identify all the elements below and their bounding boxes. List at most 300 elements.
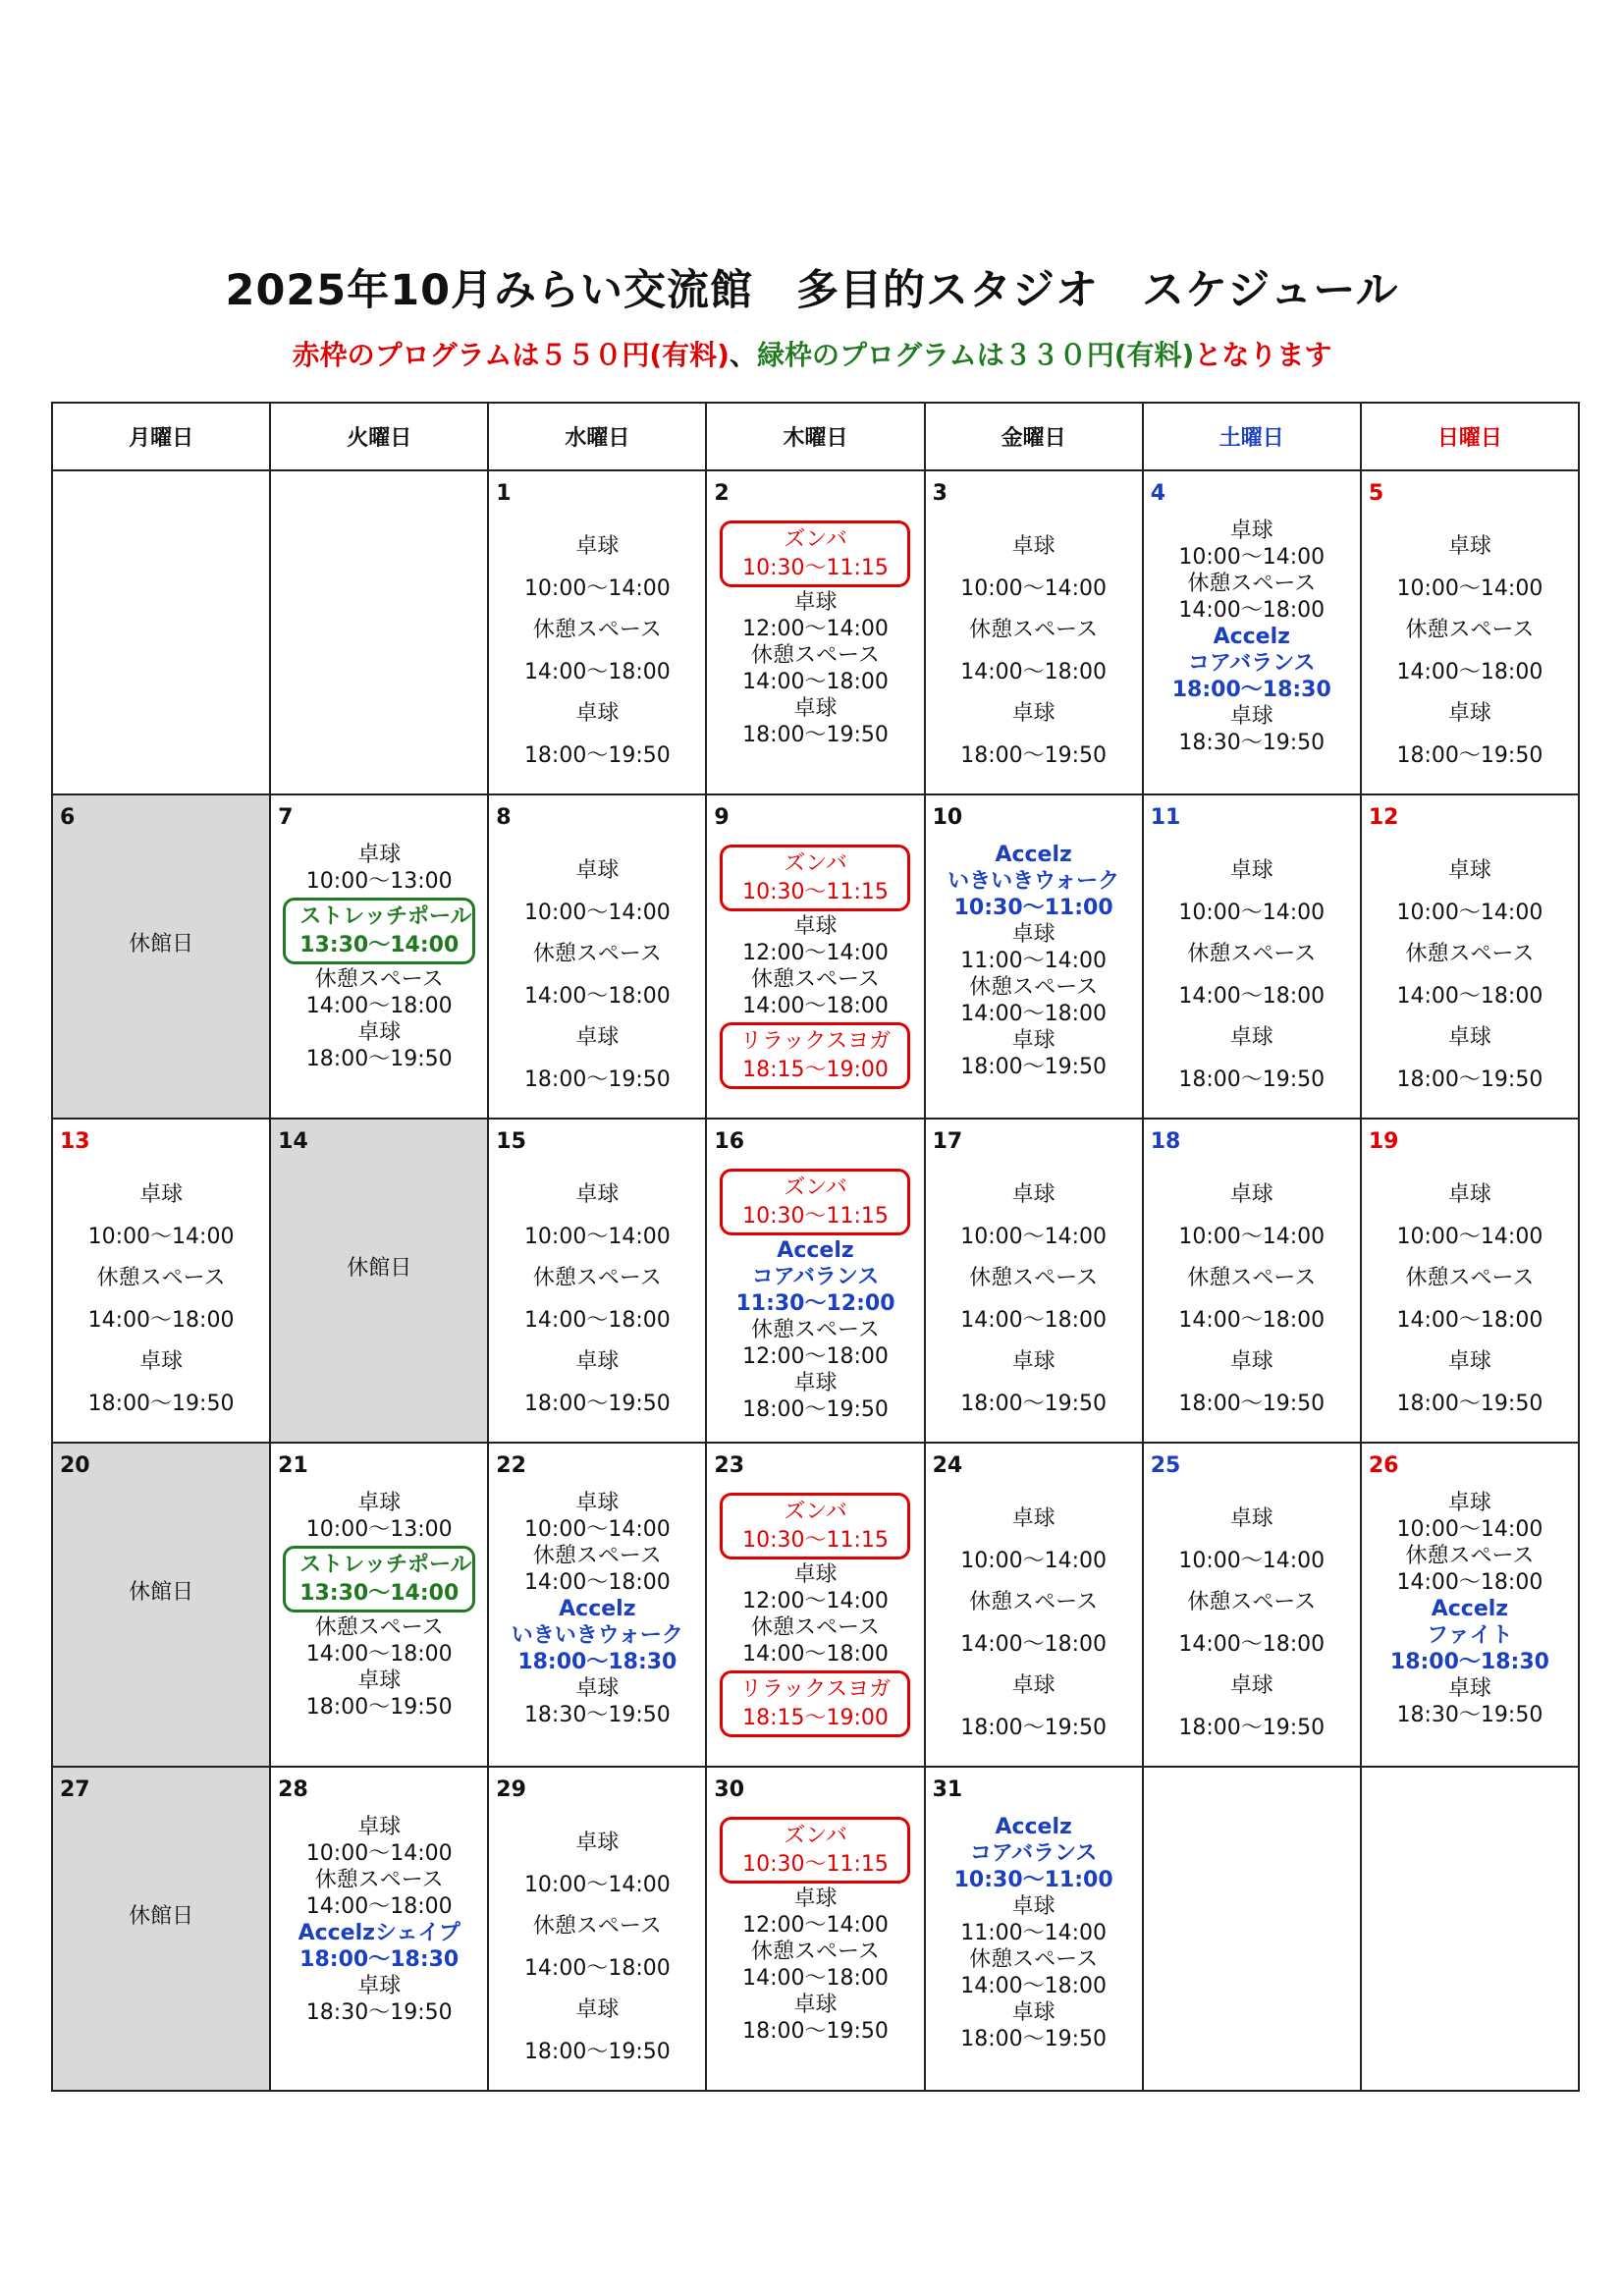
schedule-activity: 卓球 xyxy=(1447,1182,1491,1208)
day-number: 13 xyxy=(60,1129,90,1154)
schedule-activity: 卓球 xyxy=(1011,1673,1056,1699)
schedule-activity: 休憩スペース xyxy=(1405,942,1535,967)
schedule-activity: Accelz xyxy=(995,843,1072,867)
day-number: 15 xyxy=(496,1129,526,1154)
day-number: 31 xyxy=(932,1777,963,1802)
schedule-activity: 卓球 xyxy=(1447,701,1491,727)
day-cell-15 xyxy=(488,1119,706,1443)
day-number: 20 xyxy=(60,1453,90,1478)
schedule-activity: 卓球 xyxy=(793,914,838,939)
schedule-activity: 卓球 xyxy=(1011,1894,1056,1919)
schedule-time: 18:00～18:30 xyxy=(517,1650,677,1674)
schedule-activity: 卓球 xyxy=(793,1562,838,1587)
schedule-time: 14:00～18:00 xyxy=(1178,1307,1326,1333)
calendar-week-row xyxy=(52,1767,1579,2091)
schedule-activity: 休憩スペース xyxy=(1187,1266,1317,1291)
day-number: 16 xyxy=(714,1129,745,1154)
schedule-activity: 卓球 xyxy=(575,1831,620,1856)
calendar-week-row xyxy=(52,470,1579,794)
schedule-activity: 休憩スペース xyxy=(969,975,1099,1000)
schedule-activity: 休憩スペース xyxy=(314,967,444,992)
schedule-activity: 卓球 xyxy=(1011,1028,1056,1053)
schedule-time: 14:00～18:00 xyxy=(960,1002,1108,1026)
schedule-time: 10:30～11:00 xyxy=(953,1868,1113,1892)
schedule-time: 10:00～14:00 xyxy=(1396,1517,1543,1542)
schedule-activity: 卓球 xyxy=(793,1886,838,1911)
schedule-activity: 休憩スペース xyxy=(532,1544,662,1568)
closed-day-label: 休館日 xyxy=(129,931,194,957)
program-name: ストレッチポール xyxy=(299,1553,472,1577)
day-cell-17 xyxy=(925,1119,1143,1443)
day-schedule xyxy=(1362,519,1578,784)
day-schedule xyxy=(489,843,705,1108)
schedule-activity: 休憩スペース xyxy=(96,1266,226,1291)
day-cell-9 xyxy=(706,794,924,1119)
schedule-activity: コアバランス xyxy=(751,1265,880,1289)
program-name: リラックスヨガ xyxy=(739,1677,892,1702)
program-time: 10:30～11:15 xyxy=(742,556,889,580)
day-cell-6 xyxy=(52,794,270,1119)
schedule-time: 14:00～18:00 xyxy=(305,994,453,1018)
program-time: 10:30～11:15 xyxy=(742,1852,889,1877)
program-time: 10:30～11:15 xyxy=(742,1204,889,1229)
program-name: ズンバ xyxy=(784,1175,847,1200)
schedule-activity: 休憩スペース xyxy=(532,1266,662,1291)
schedule-activity: Accelz xyxy=(1431,1597,1509,1621)
schedule-activity: 卓球 xyxy=(575,701,620,727)
day-schedule xyxy=(926,1815,1142,2080)
schedule-time: 12:00～14:00 xyxy=(742,617,889,641)
schedule-activity: 休憩スペース xyxy=(751,1615,880,1640)
schedule-activity: 休憩スペース xyxy=(969,1590,1099,1615)
schedule-activity: 卓球 xyxy=(1229,1025,1273,1051)
program-time: 18:15～19:00 xyxy=(742,1058,889,1082)
schedule-activity: 卓球 xyxy=(793,1371,838,1395)
schedule-time: 18:00～19:50 xyxy=(1396,742,1543,768)
schedule-time: 14:00～18:00 xyxy=(523,983,671,1009)
schedule-time: 10:00～14:00 xyxy=(960,1548,1108,1573)
schedule-activity: 休憩スペース xyxy=(969,1266,1099,1291)
pricing-note xyxy=(0,336,1624,375)
schedule-activity: コアバランス xyxy=(969,1841,1098,1866)
day-number: 9 xyxy=(714,805,730,830)
schedule-activity: 卓球 xyxy=(357,1020,402,1045)
schedule-activity: 卓球 xyxy=(1011,534,1056,560)
schedule-time: 11:30～12:00 xyxy=(735,1291,895,1316)
schedule-time: 10:00～14:00 xyxy=(523,575,671,601)
calendar-body xyxy=(52,470,1579,2091)
schedule-activity: 卓球 xyxy=(1229,1506,1273,1532)
schedule-time: 10:00～14:00 xyxy=(960,1224,1108,1249)
schedule-time: 18:00～18:30 xyxy=(1389,1650,1549,1674)
schedule-activity: 休憩スペース xyxy=(751,967,880,992)
day-number: 18 xyxy=(1150,1129,1181,1154)
schedule-activity: 休憩スペース xyxy=(751,1940,880,1964)
schedule-time: 18:00～19:50 xyxy=(305,1047,453,1071)
schedule-activity: 休憩スペース xyxy=(1405,1544,1535,1568)
day-number: 14 xyxy=(278,1129,308,1154)
schedule-time: 18:00～18:30 xyxy=(299,1947,460,1972)
schedule-activity: 卓球 xyxy=(1447,858,1491,884)
schedule-time: 10:00～14:00 xyxy=(1396,900,1543,925)
day-number: 30 xyxy=(714,1777,745,1802)
schedule-activity: 休憩スペース xyxy=(1187,1590,1317,1615)
schedule-time: 10:00～14:00 xyxy=(1396,575,1543,601)
schedule-activity: 休憩スペース xyxy=(1187,572,1317,596)
schedule-activity: 卓球 xyxy=(1011,2000,1056,2025)
weekday-header-thu: 木曜日 xyxy=(706,403,924,470)
green-frame-price-note: 緑枠のプログラムは３３０円(有料) xyxy=(757,339,1195,371)
weekday-header-mon: 月曜日 xyxy=(52,403,270,470)
day-cell-31 xyxy=(925,1767,1143,2091)
schedule-activity: 休憩スペース xyxy=(751,643,880,668)
schedule-activity: ファイト xyxy=(1427,1623,1513,1648)
schedule-time: 11:00～14:00 xyxy=(960,1921,1108,1945)
page-title: 2025年10月みらい交流館 多目的スタジオ スケジュール xyxy=(225,266,1399,315)
schedule-activity: 卓球 xyxy=(575,1025,620,1051)
schedule-time: 14:00～18:00 xyxy=(742,1642,889,1667)
schedule-activity: 卓球 xyxy=(1447,1025,1491,1051)
schedule-activity: 休憩スペース xyxy=(314,1868,444,1892)
day-number: 21 xyxy=(278,1453,308,1478)
calendar-week-row xyxy=(52,1443,1579,1767)
schedule-time: 10:00～14:00 xyxy=(523,1517,671,1542)
program-name: ズンバ xyxy=(784,1500,847,1524)
program-time: 10:30～11:15 xyxy=(742,880,889,904)
schedule-time: 18:00～19:50 xyxy=(523,2039,671,2064)
schedule-time: 14:00～18:00 xyxy=(1396,983,1543,1009)
day-schedule xyxy=(271,1491,487,1756)
day-schedule xyxy=(926,1167,1142,1432)
day-cell-26 xyxy=(1361,1443,1579,1767)
day-number: 17 xyxy=(932,1129,963,1154)
schedule-time: 18:30～19:50 xyxy=(1178,731,1326,755)
day-cell-25 xyxy=(1143,1443,1361,1767)
day-schedule xyxy=(1144,1491,1360,1756)
program-name: ズンバ xyxy=(784,1824,847,1848)
schedule-activity: 卓球 xyxy=(575,1676,620,1701)
schedule-time: 10:00～14:00 xyxy=(523,900,671,925)
paid-program-550-box xyxy=(720,1817,910,1884)
day-cell-13 xyxy=(52,1119,270,1443)
day-cell-8 xyxy=(488,794,706,1119)
schedule-time: 14:00～18:00 xyxy=(742,1966,889,1991)
day-schedule xyxy=(489,1491,705,1756)
schedule-time: 18:00～19:50 xyxy=(960,742,1108,768)
day-cell-3 xyxy=(925,470,1143,794)
day-schedule xyxy=(707,1815,923,2080)
schedule-time: 14:00～18:00 xyxy=(960,1307,1108,1333)
schedule-activity: 休憩スペース xyxy=(1405,1266,1535,1291)
day-cell-30 xyxy=(706,1767,924,2091)
schedule-time: 12:00～14:00 xyxy=(742,1913,889,1938)
schedule-time: 14:00～18:00 xyxy=(305,1642,453,1667)
schedule-calendar xyxy=(51,402,1580,2092)
day-number: 4 xyxy=(1150,481,1166,506)
schedule-activity: 卓球 xyxy=(1011,1506,1056,1532)
schedule-activity: 卓球 xyxy=(357,1668,402,1693)
day-number: 5 xyxy=(1368,481,1384,506)
schedule-time: 18:00～19:50 xyxy=(742,2019,889,2044)
schedule-time: 18:30～19:50 xyxy=(1396,1703,1543,1727)
red-frame-price-note: 赤枠のプログラムは５５０円(有料) xyxy=(292,339,730,371)
schedule-activity: 卓球 xyxy=(139,1182,184,1208)
weekday-header-tue: 火曜日 xyxy=(270,403,488,470)
day-schedule xyxy=(707,843,923,1108)
schedule-activity: 卓球 xyxy=(793,1993,838,2017)
schedule-time: 18:00～19:50 xyxy=(960,2027,1108,2051)
schedule-time: 18:30～19:50 xyxy=(523,1703,671,1727)
schedule-activity: Accelz xyxy=(995,1815,1072,1839)
schedule-activity: 卓球 xyxy=(1011,1349,1056,1375)
schedule-activity: 卓球 xyxy=(357,843,402,867)
day-number: 7 xyxy=(278,805,294,830)
day-schedule xyxy=(489,1815,705,2080)
program-time: 13:30～14:00 xyxy=(299,933,460,957)
schedule-activity: 卓球 xyxy=(1229,1182,1273,1208)
day-schedule xyxy=(53,1167,269,1432)
schedule-time: 14:00～18:00 xyxy=(523,1570,671,1595)
day-cell-29 xyxy=(488,1767,706,2091)
schedule-activity: 卓球 xyxy=(357,1815,402,1839)
schedule-time: 10:00～13:00 xyxy=(305,1517,453,1542)
day-number: 2 xyxy=(714,481,730,506)
schedule-time: 14:00～18:00 xyxy=(1396,1307,1543,1333)
pricing-suffix: となります xyxy=(1194,339,1332,371)
day-number: 27 xyxy=(60,1777,90,1802)
day-schedule xyxy=(926,843,1142,1108)
schedule-activity: 卓球 xyxy=(1447,1491,1491,1515)
schedule-time: 10:00～14:00 xyxy=(1178,545,1326,570)
paid-program-550-box xyxy=(720,520,910,587)
schedule-time: 10:00～14:00 xyxy=(87,1224,235,1249)
day-number: 24 xyxy=(932,1453,963,1478)
empty-day-cell xyxy=(52,470,270,794)
day-number: 3 xyxy=(932,481,947,506)
day-cell-21 xyxy=(270,1443,488,1767)
empty-day-cell xyxy=(1361,1767,1579,2091)
schedule-activity: 休憩スペース xyxy=(751,1318,880,1342)
schedule-time: 14:00～18:00 xyxy=(1178,983,1326,1009)
schedule-time: 18:00～18:30 xyxy=(1171,678,1331,702)
schedule-activity: 卓球 xyxy=(1011,701,1056,727)
day-cell-10 xyxy=(925,794,1143,1119)
day-cell-28 xyxy=(270,1767,488,2091)
schedule-time: 10:00～14:00 xyxy=(523,1224,671,1249)
schedule-time: 14:00～18:00 xyxy=(1178,1631,1326,1657)
paid-program-550-box xyxy=(720,845,910,911)
day-cell-14 xyxy=(270,1119,488,1443)
schedule-activity: 休憩スペース xyxy=(969,618,1099,643)
schedule-time: 18:00～19:50 xyxy=(523,1066,671,1092)
day-number: 1 xyxy=(496,481,512,506)
day-schedule xyxy=(707,1491,923,1756)
day-cell-16 xyxy=(706,1119,924,1443)
weekday-header-sun: 日曜日 xyxy=(1361,403,1579,470)
schedule-time: 18:00～19:50 xyxy=(87,1391,235,1416)
program-name: ストレッチポール xyxy=(299,904,472,929)
calendar-week-row xyxy=(52,1119,1579,1443)
schedule-activity: 卓球 xyxy=(1229,1349,1273,1375)
schedule-time: 10:00～14:00 xyxy=(1178,1548,1326,1573)
schedule-activity: 休憩スペース xyxy=(532,618,662,643)
schedule-time: 14:00～18:00 xyxy=(742,994,889,1018)
day-schedule xyxy=(707,519,923,784)
schedule-activity: 卓球 xyxy=(357,1974,402,1998)
schedule-activity: 卓球 xyxy=(139,1349,184,1375)
schedule-time: 11:00～14:00 xyxy=(960,949,1108,973)
day-schedule xyxy=(1362,1491,1578,1756)
day-cell-5 xyxy=(1361,470,1579,794)
day-number: 25 xyxy=(1150,1453,1181,1478)
day-number: 11 xyxy=(1150,805,1181,830)
schedule-activity: 休憩スペース xyxy=(1187,942,1317,967)
day-cell-20 xyxy=(52,1443,270,1767)
day-schedule xyxy=(489,1167,705,1432)
schedule-time: 14:00～18:00 xyxy=(960,1631,1108,1657)
schedule-time: 14:00～18:00 xyxy=(960,659,1108,684)
schedule-time: 10:00～14:00 xyxy=(305,1841,453,1866)
day-number: 23 xyxy=(714,1453,745,1478)
day-schedule xyxy=(1362,1167,1578,1432)
schedule-activity: 卓球 xyxy=(357,1491,402,1515)
schedule-time: 14:00～18:00 xyxy=(87,1307,235,1333)
schedule-time: 10:00～14:00 xyxy=(523,1872,671,1897)
weekday-header-fri: 金曜日 xyxy=(925,403,1143,470)
schedule-activity: コアバランス xyxy=(1187,651,1316,676)
weekday-header-sat: 土曜日 xyxy=(1143,403,1361,470)
day-number: 19 xyxy=(1368,1129,1399,1154)
schedule-activity: 卓球 xyxy=(1011,1182,1056,1208)
schedule-time: 14:00～18:00 xyxy=(1178,598,1326,623)
day-cell-24 xyxy=(925,1443,1143,1767)
paid-program-550-box xyxy=(720,1493,910,1559)
program-name: ズンバ xyxy=(784,527,847,552)
day-schedule xyxy=(926,519,1142,784)
day-number: 8 xyxy=(496,805,512,830)
schedule-time: 18:00～19:50 xyxy=(523,742,671,768)
schedule-time: 10:30～11:00 xyxy=(953,896,1113,920)
schedule-time: 14:00～18:00 xyxy=(523,1955,671,1981)
schedule-activity: いきいきウォーク xyxy=(947,869,1120,894)
schedule-time: 10:00～14:00 xyxy=(960,575,1108,601)
day-cell-18 xyxy=(1143,1119,1361,1443)
schedule-activity: Accelz xyxy=(1213,625,1290,649)
schedule-activity: Accelzシェイプ xyxy=(298,1921,460,1945)
day-cell-19 xyxy=(1361,1119,1579,1443)
schedule-time: 10:00～14:00 xyxy=(1178,1224,1326,1249)
empty-day-cell xyxy=(1143,1767,1361,2091)
schedule-activity: 卓球 xyxy=(1229,519,1273,543)
closed-day-label: 休館日 xyxy=(347,1255,412,1281)
day-number: 22 xyxy=(496,1453,526,1478)
day-schedule xyxy=(1362,843,1578,1108)
schedule-activity: 卓球 xyxy=(575,1182,620,1208)
day-cell-27 xyxy=(52,1767,270,2091)
schedule-activity: 卓球 xyxy=(1447,1676,1491,1701)
schedule-activity: 休憩スペース xyxy=(1405,618,1535,643)
schedule-activity: 卓球 xyxy=(1447,534,1491,560)
schedule-time: 18:00～19:50 xyxy=(960,1391,1108,1416)
day-schedule xyxy=(271,1815,487,2080)
program-time: 13:30～14:00 xyxy=(299,1581,460,1606)
schedule-activity: 休憩スペース xyxy=(969,1947,1099,1972)
day-number: 29 xyxy=(496,1777,526,1802)
schedule-activity: 卓球 xyxy=(1229,1673,1273,1699)
day-cell-11 xyxy=(1143,794,1361,1119)
program-name: リラックスヨガ xyxy=(739,1029,892,1054)
day-schedule xyxy=(1144,1167,1360,1432)
schedule-time: 12:00～14:00 xyxy=(742,1589,889,1613)
schedule-time: 10:00～13:00 xyxy=(305,869,453,894)
schedule-time: 12:00～18:00 xyxy=(742,1344,889,1369)
schedule-activity: いきいきウォーク xyxy=(511,1623,683,1648)
schedule-time: 18:00～19:50 xyxy=(1396,1391,1543,1416)
day-schedule xyxy=(271,843,487,1108)
day-schedule xyxy=(707,1167,923,1432)
pricing-separator: 、 xyxy=(729,339,757,371)
schedule-time: 18:00～19:50 xyxy=(960,1715,1108,1740)
schedule-time: 14:00～18:00 xyxy=(1396,1570,1543,1595)
day-number: 26 xyxy=(1368,1453,1399,1478)
schedule-time: 18:00～19:50 xyxy=(305,1695,453,1720)
day-schedule xyxy=(1144,519,1360,784)
day-cell-23 xyxy=(706,1443,924,1767)
program-time: 18:15～19:00 xyxy=(742,1706,889,1730)
schedule-activity: 卓球 xyxy=(793,590,838,615)
schedule-time: 10:00～14:00 xyxy=(1396,1224,1543,1249)
schedule-time: 18:00～19:50 xyxy=(742,1397,889,1422)
day-cell-12 xyxy=(1361,794,1579,1119)
schedule-activity: 卓球 xyxy=(575,1349,620,1375)
schedule-time: 18:00～19:50 xyxy=(1396,1066,1543,1092)
schedule-activity: 卓球 xyxy=(793,696,838,721)
day-number: 12 xyxy=(1368,805,1399,830)
schedule-activity: 卓球 xyxy=(1229,858,1273,884)
schedule-activity: 卓球 xyxy=(575,534,620,560)
paid-program-330-box xyxy=(283,1546,475,1613)
closed-day-label: 休館日 xyxy=(129,1903,194,1929)
schedule-time: 14:00～18:00 xyxy=(523,659,671,684)
paid-program-550-box xyxy=(720,1022,910,1089)
schedule-time: 14:00～18:00 xyxy=(305,1894,453,1919)
day-cell-4 xyxy=(1143,470,1361,794)
schedule-activity: 卓球 xyxy=(1447,1349,1491,1375)
schedule-time: 18:00～19:50 xyxy=(523,1391,671,1416)
schedule-time: 10:00～14:00 xyxy=(1178,900,1326,925)
schedule-activity: 卓球 xyxy=(1011,922,1056,947)
schedule-activity: Accelz xyxy=(777,1238,854,1263)
schedule-time: 14:00～18:00 xyxy=(960,1974,1108,1998)
day-cell-7 xyxy=(270,794,488,1119)
schedule-time: 18:00～19:50 xyxy=(1178,1391,1326,1416)
weekday-header-row xyxy=(52,403,1579,470)
program-name: ズンバ xyxy=(784,851,847,876)
weekday-header-wed: 水曜日 xyxy=(488,403,706,470)
schedule-activity: 休憩スペース xyxy=(532,1914,662,1940)
day-cell-2 xyxy=(706,470,924,794)
schedule-activity: 卓球 xyxy=(1229,704,1273,729)
schedule-activity: 休憩スペース xyxy=(532,942,662,967)
schedule-time: 14:00～18:00 xyxy=(742,670,889,694)
schedule-activity: 卓球 xyxy=(575,858,620,884)
day-cell-1 xyxy=(488,470,706,794)
calendar-week-row xyxy=(52,794,1579,1119)
schedule-time: 18:00～19:50 xyxy=(960,1055,1108,1079)
day-schedule xyxy=(1144,843,1360,1108)
schedule-time: 14:00～18:00 xyxy=(523,1307,671,1333)
day-number: 6 xyxy=(60,805,76,830)
